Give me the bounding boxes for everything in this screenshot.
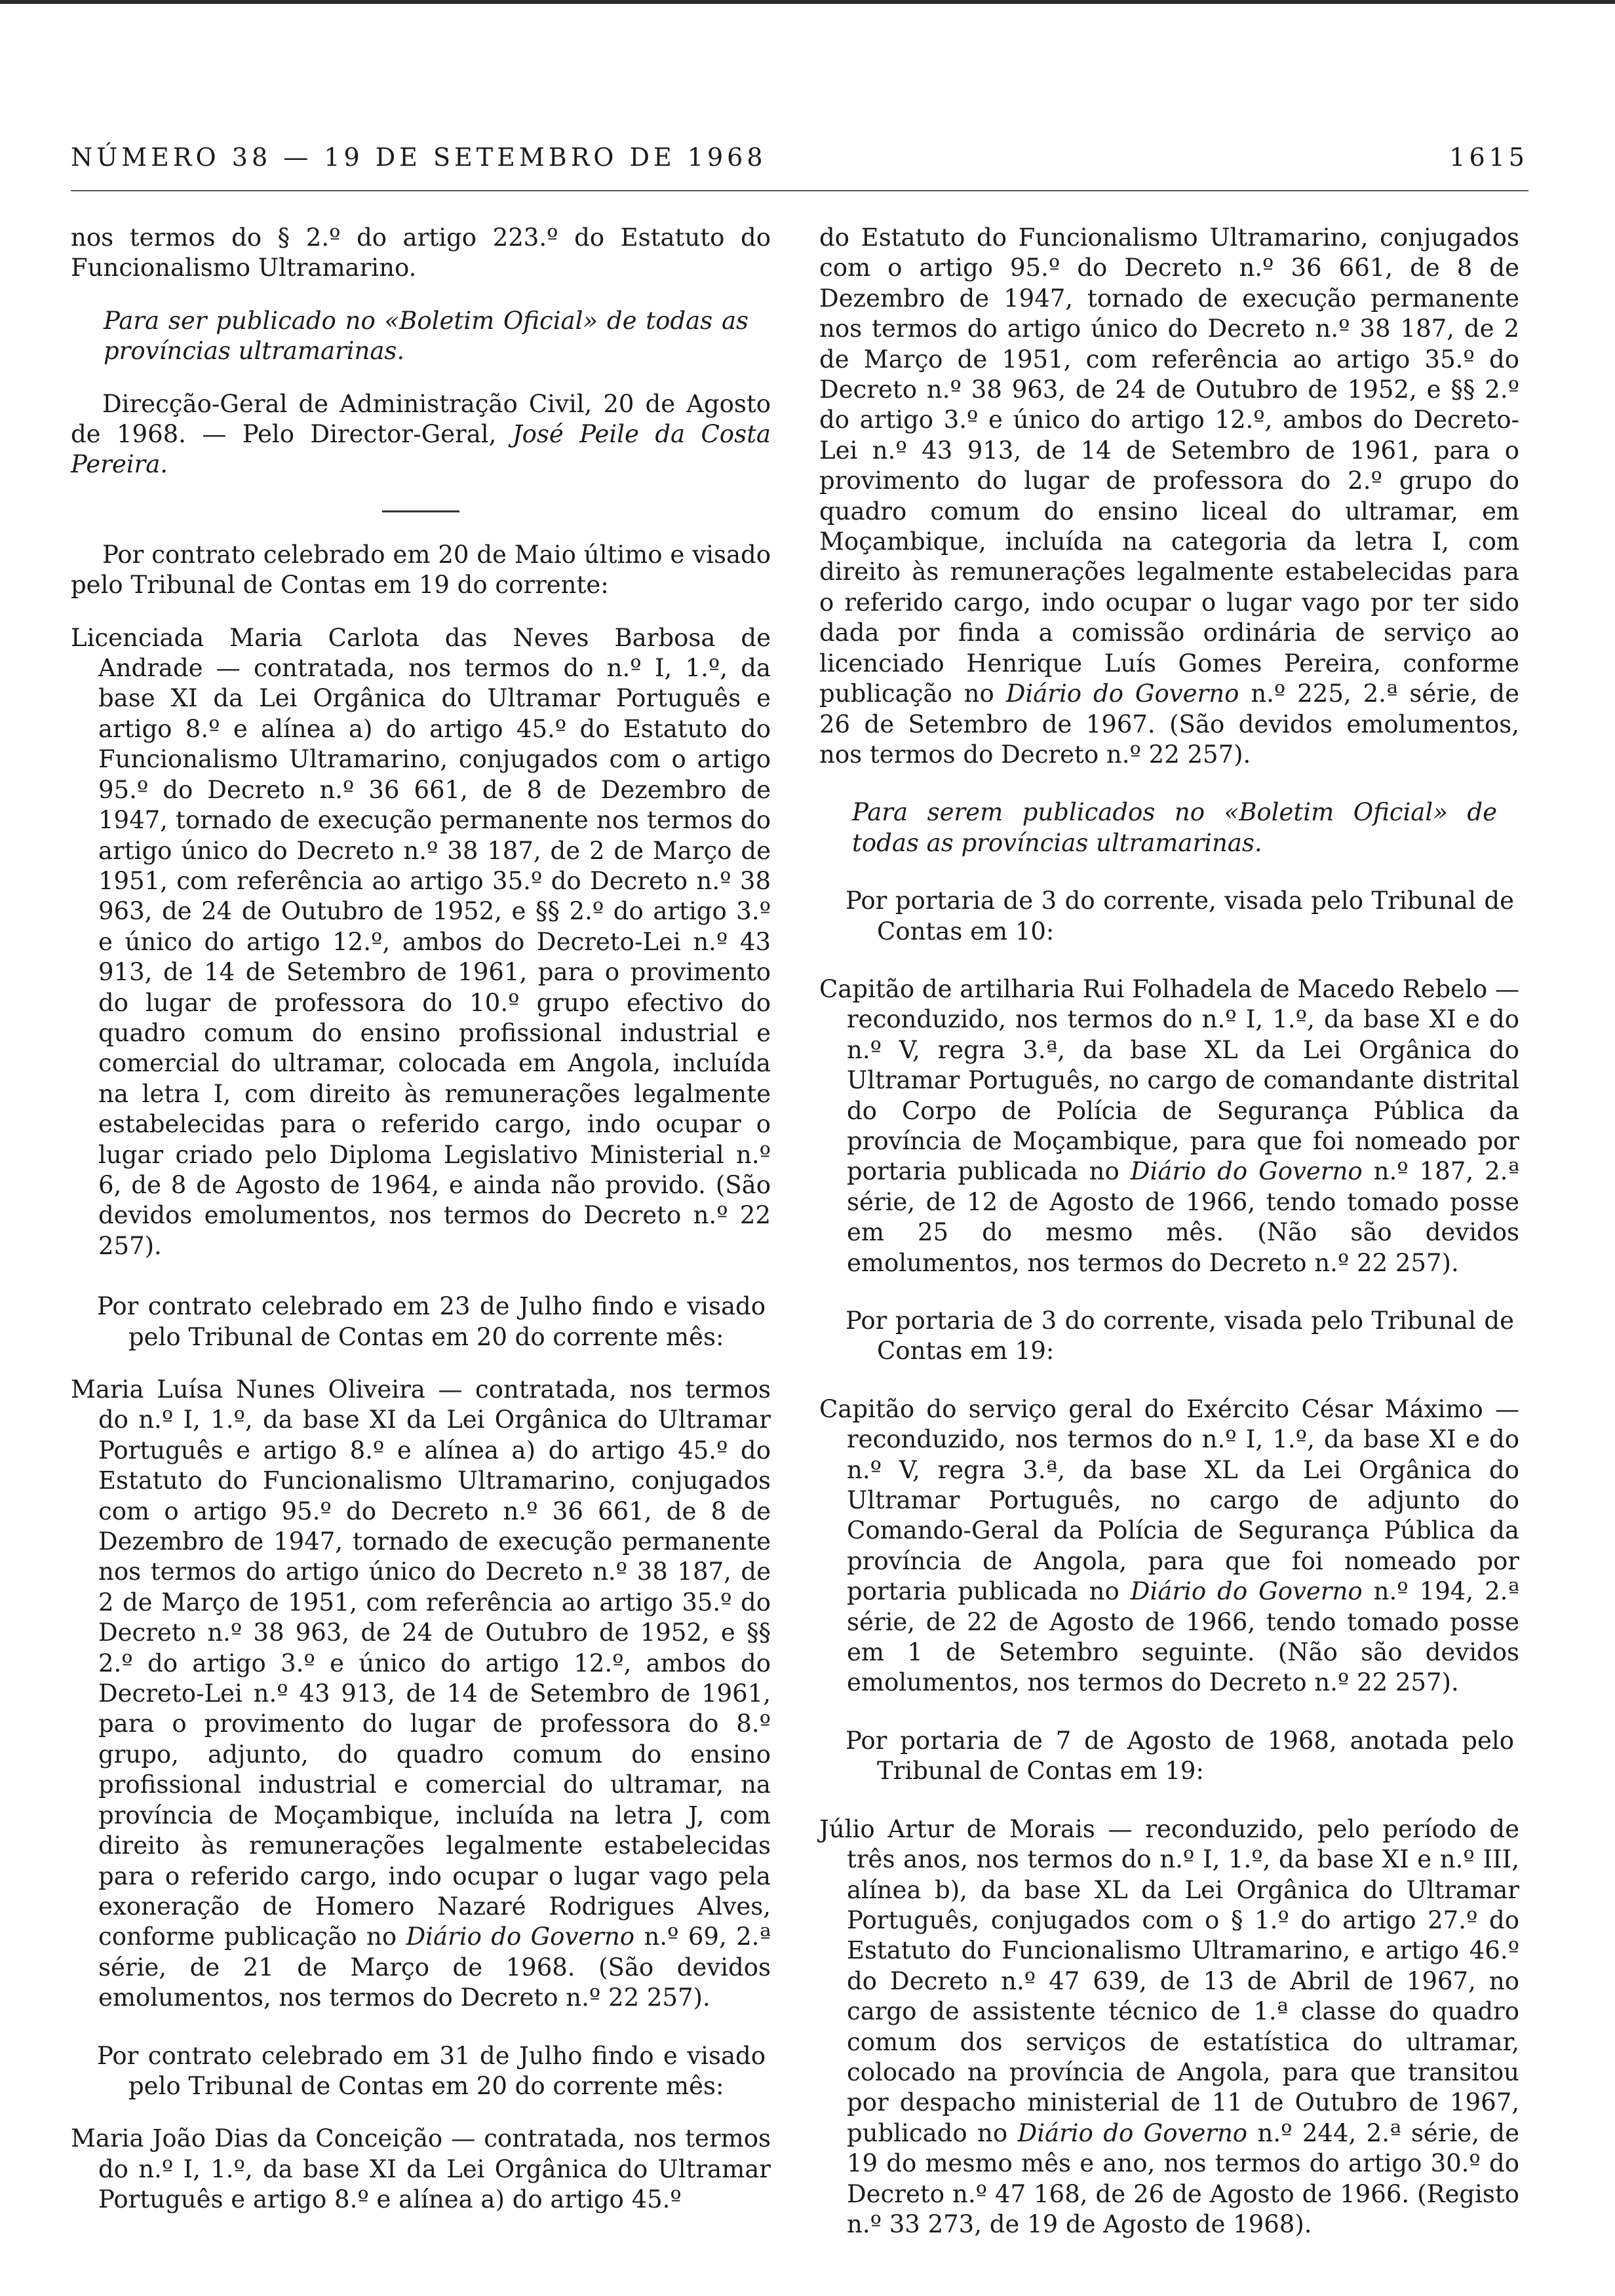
header-rule (71, 190, 1528, 191)
publication-note: Para serem publicados no «Boletim Oficial» de todas as províncias ultramarinas. (852, 798, 1497, 857)
signature-paragraph: Direcção-Geral de Administração Civil, 20 de Agosto de 1968. — Pelo Director-Geral, José Peile da Costa Pereira. (71, 389, 771, 479)
top-edge-rule (0, 0, 1615, 4)
publication-name: Diário do Governo (1130, 1577, 1363, 1606)
publication-name: Diário do Governo (1130, 1157, 1363, 1186)
contract-intro: Por contrato celebrado em 23 de Julho findo e visado pelo Tribunal de Contas em 20 do corrente mês: (97, 1292, 766, 1351)
portaria-intro: Por portaria de 3 do corrente, visada pelo Tribunal de Contas em 19: (846, 1307, 1514, 1366)
appointment-entry: Capitão de artilharia Rui Folhadela de Macedo Rebelo — reconduzido, nos termos do n.º I, 1.º, da base XI e do n.º V, regra 3.ª, da base XL da Lei Orgânica do Ultramar Português, no cargo de comandante distrital do Corpo de Polícia de Segurança Pública da província de Moçambique, para que foi nomeado por portaria publicada no Diário do Governo n.º 187, 2.ª série, de 12 de Agosto de 1966, tendo tomado posse em 25 do mesmo mês. (Não são devidos emolumentos, nos termos do Decreto n.º 22 257). (819, 974, 1519, 1277)
publication-name: Diário do Governo (406, 1923, 635, 1951)
left-column (71, 223, 771, 2215)
issue-line: NÚMERO 38 — 19 DE SETEMBRO DE 1968 (71, 143, 767, 172)
appointment-entry: Licenciada Maria Carlota das Neves Barbosa de Andrade — contratada, nos termos do n.º I, 1.º, da base XI da Lei Orgânica do Ultramar Português e artigo 8.º e alínea a) do artigo 45.º do Estatuto do Funcionalismo Ultramarino, conjugados com o artigo 95.º do Decreto n.º 36 661, de 8 de Dezembro de 1947, tornado de execução permanente nos termos do artigo único do Decreto n.º 38 187, de 2 de Março de 1951, com referência ao artigo 35.º do Decreto n.º 38 963, de 24 de Outubro de 1952, e §§ 2.º do artigo 3.º e único do artigo 12.º, ambos do Decreto-Lei n.º 43 913, de 14 de Setembro de 1961, para o provimento do lugar de professora do 10.º grupo efectivo do quadro comum do ensino profissional industrial e comercial do ultramar, colocada em Angola, incluída na letra I, com direito às remunerações legalmente estabelecidas para o referido cargo, indo ocupar o lugar criado pelo Diploma Legislativo Ministerial n.º 6, de 8 de Agosto de 1964, e ainda não provido. (São devidos emolumentos, nos termos do Decreto n.º 22 257). (71, 623, 771, 1260)
contract-intro: Por contrato celebrado em 20 de Maio último e visado pelo Tribunal de Contas em 19 do corrente: (71, 540, 771, 600)
paragraph: do Estatuto do Funcionalismo Ultramarino, conjugados com o artigo 95.º do Decreto n.º 36 661, de 8 de Dezembro de 1947, tornado de execução permanente nos termos do artigo único do Decreto n.º 38 187, de 2 de Março de 1951, com referência ao artigo 35.º do Decreto n.º 38 963, de 24 de Outubro de 1952, e §§ 2.º do artigo 3.º e único do artigo 12.º, ambos do Decreto-Lei n.º 43 913, de 14 de Setembro de 1961, para o provimento do lugar de professora do 2.º grupo do quadro comum do ensino liceal do ultramar, em Moçambique, incluída na categoria da letra I, com direito às remunerações legalmente estabelecidas para o referido cargo, indo ocupar o lugar vago por ter sido dada por finda a comissão ordinária de serviço ao licenciado Henrique Luís Gomes Pereira, conforme publicação no Diário do Governo n.º 225, 2.ª série, de 26 de Setembro de 1967. (São devidos emolumentos, nos termos do Decreto n.º 22 257). (819, 223, 1519, 769)
publication-name: Diário do Governo (1017, 2118, 1248, 2147)
publication-name: Diário do Governo (1005, 679, 1239, 708)
section-separator (382, 510, 459, 512)
appointment-entry: Maria Luísa Nunes Oliveira — contratada, nos termos do n.º I, 1.º, da base XI da Lei Orgânica do Ultramar Português e artigo 8.º e alínea a) do artigo 45.º do Estatuto do Funcionalismo Ultramarino, conjugados com o artigo 95.º do Decreto n.º 36 661, de 8 de Dezembro de 1947, tornado de execução permanente nos termos do artigo único do Decreto n.º 38 187, de 2 de Março de 1951, com referência ao artigo 35.º do Decreto n.º 38 963, de 24 de Outubro de 1952, e §§ 2.º do artigo 3.º e único do artigo 12.º, ambos do Decreto-Lei n.º 43 913, de 14 de Setembro de 1961, para o provimento do lugar de professora do 8.º grupo, adjunto, do quadro comum do ensino profissional industrial e comercial do ultramar, na província de Moçambique, incluída na letra J, com direito às remunerações legalmente estabelecidas para o referido cargo, indo ocupar o lugar vago pela exoneração de Homero Nazaré Rodrigues Alves, conforme publicação no Diário do Governo n.º 69, 2.ª série, de 21 de Março de 1968. (São devidos emolumentos, nos termos do Decreto n.º 22 257). (71, 1375, 771, 2012)
page-number: 1615 (1449, 143, 1528, 172)
page-header (71, 131, 1528, 183)
portaria-intro: Por portaria de 7 de Agosto de 1968, anotada pelo Tribunal de Contas em 19: (846, 1726, 1514, 1786)
right-column (819, 223, 1519, 2240)
signatory-name: José Peile da Costa Pereira. (71, 420, 771, 479)
contract-intro: Por contrato celebrado em 31 de Julho findo e visado pelo Tribunal de Contas em 20 do corrente mês: (97, 2041, 766, 2100)
paragraph: nos termos do § 2.º do artigo 223.º do Estatuto do Funcionalismo Ultramarino. (71, 223, 771, 282)
appointment-entry: Maria João Dias da Conceição — contratada, nos termos do n.º I, 1.º, da base XI da Lei Orgânica do Ultramar Português e artigo 8.º e alínea a) do artigo 45.º (71, 2124, 771, 2214)
appointment-entry: Capitão do serviço geral do Exército César Máximo — reconduzido, nos termos do n.º I, 1.º, da base XI e do n.º V, regra 3.ª, da base XL da Lei Orgânica do Ultramar Português, no cargo de adjunto do Comando-Geral da Polícia de Segurança Pública da província de Angola, para que foi nomeado por portaria publicada no Diário do Governo n.º 194, 2.ª série, de 22 de Agosto de 1966, tendo tomado posse em 1 de Setembro seguinte. (Não são devidos emolumentos, nos termos do Decreto n.º 22 257). (819, 1394, 1519, 1697)
appointment-entry: Júlio Artur de Morais — reconduzido, pelo período de três anos, nos termos do n.º I, 1.º, da base XI e n.º III, alínea b), da base XL da Lei Orgânica do Ultramar Português, conjugados com o § 1.º do artigo 27.º do Estatuto do Funcionalismo Ultramarino, e artigo 46.º do Decreto n.º 47 639, de 13 de Abril de 1967, no cargo de assistente técnico de 1.ª classe do quadro comum dos serviços de estatística do ultramar, colocado na província de Angola, para que transitou por despacho ministerial de 11 de Outubro de 1967, publicado no Diário do Governo n.º 244, 2.ª série, de 19 do mesmo mês e ano, nos termos do artigo 30.º do Decreto n.º 47 168, de 26 de Agosto de 1966. (Registo n.º 33 273, de 19 de Agosto de 1968). (819, 1814, 1519, 2238)
portaria-intro: Por portaria de 3 do corrente, visada pelo Tribunal de Contas em 10: (846, 887, 1514, 946)
publication-note: Para ser publicado no «Boletim Oficial» de todas as províncias ultramarinas. (104, 306, 749, 366)
